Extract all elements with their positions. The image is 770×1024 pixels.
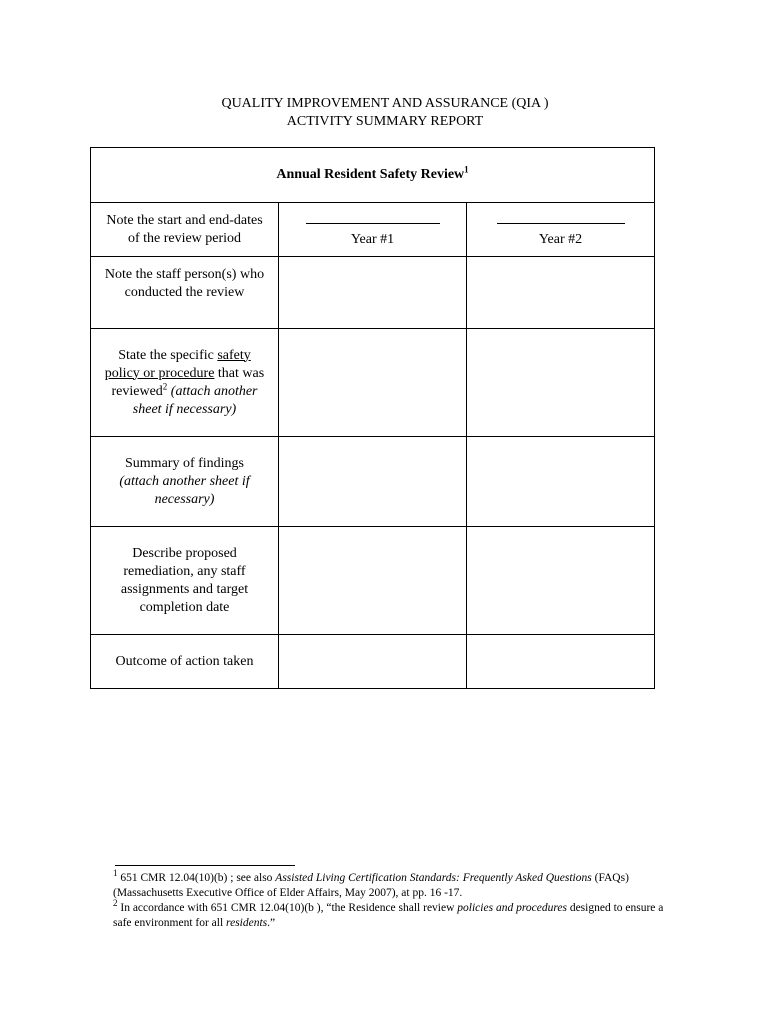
year1-date-blank[interactable] (306, 211, 440, 224)
label-line: of the review period (127, 230, 242, 246)
label-line: necessary) (154, 491, 215, 507)
label-line: remediation, any staff (123, 563, 246, 579)
label-line: (attach another sheet if (119, 473, 250, 489)
row-label-policy (91, 329, 279, 437)
footnote-1: $^1$ 651 CMR 12.04(10)(b) ; see also Assisted Living Certification Standards: Frequently Asked Questions (FAQs) (Massachusetts Executive Office of Elder Affairs, May 2007), at pp. 16 -17. (113, 868, 629, 899)
table-row (91, 527, 655, 635)
label-line: Note the start and end-dates (106, 212, 263, 228)
year1-label: Year #1 (350, 231, 395, 247)
year2-outcome-cell[interactable] (467, 635, 655, 689)
year1-summary-cell[interactable] (279, 437, 467, 527)
year1-policy-cell[interactable] (279, 329, 467, 437)
footnote-separator (115, 865, 295, 866)
year2-remediation-cell[interactable] (467, 527, 655, 635)
label-line: reviewed$^2$ (attach another (111, 380, 258, 399)
label-line: Describe proposed (132, 545, 237, 561)
label-line: assignments and target (120, 581, 249, 597)
table-heading (91, 148, 655, 203)
label-line: Summary of findings (125, 455, 244, 471)
table-row (91, 635, 655, 689)
table-row (91, 203, 655, 257)
year2-policy-cell[interactable] (467, 329, 655, 437)
year2-date-blank[interactable] (497, 211, 625, 224)
year1-dates-cell[interactable] (279, 203, 467, 257)
label-line: conducted the review (124, 284, 245, 300)
row-label-outcome (91, 635, 279, 689)
row-label-remediation (91, 527, 279, 635)
footnotes (113, 868, 673, 931)
table-row (91, 257, 655, 329)
label-line: sheet if necessary) (132, 401, 237, 417)
row-label-dates (91, 203, 279, 257)
title-line-1: QUALITY IMPROVEMENT AND ASSURANCE (QIA ) (221, 96, 549, 111)
table-row (91, 437, 655, 527)
year2-label: Year #2 (538, 231, 583, 247)
label-line: Outcome of action taken (115, 653, 254, 669)
footnote-2: $^2$ In accordance with 651 CMR 12.04(10)(b ), “the Residence shall review policies and procedures designed to ensure a safe environment for all residents.” (113, 898, 664, 929)
label-line: policy or procedure that was (104, 365, 265, 381)
row-label-summary (91, 437, 279, 527)
table-heading-row (91, 148, 655, 203)
review-table (90, 147, 655, 689)
year1-remediation-cell[interactable] (279, 527, 467, 635)
label-line: State the specific safety (118, 347, 251, 363)
row-label-staff (91, 257, 279, 329)
year2-dates-cell[interactable] (467, 203, 655, 257)
year2-summary-cell[interactable] (467, 437, 655, 527)
label-line: Note the staff person(s) who (104, 266, 265, 282)
table-row (91, 329, 655, 437)
report-title (0, 95, 770, 131)
year1-staff-cell[interactable] (279, 257, 467, 329)
footnote-ref-2: 2 (162, 380, 168, 391)
title-line-2: ACTIVITY SUMMARY REPORT (286, 114, 484, 129)
label-line: completion date (139, 599, 230, 615)
table-heading-text: Annual Resident Safety Review (276, 167, 465, 182)
year1-outcome-cell[interactable] (279, 635, 467, 689)
footnote-ref-1: 1 (464, 164, 469, 175)
year2-staff-cell[interactable] (467, 257, 655, 329)
